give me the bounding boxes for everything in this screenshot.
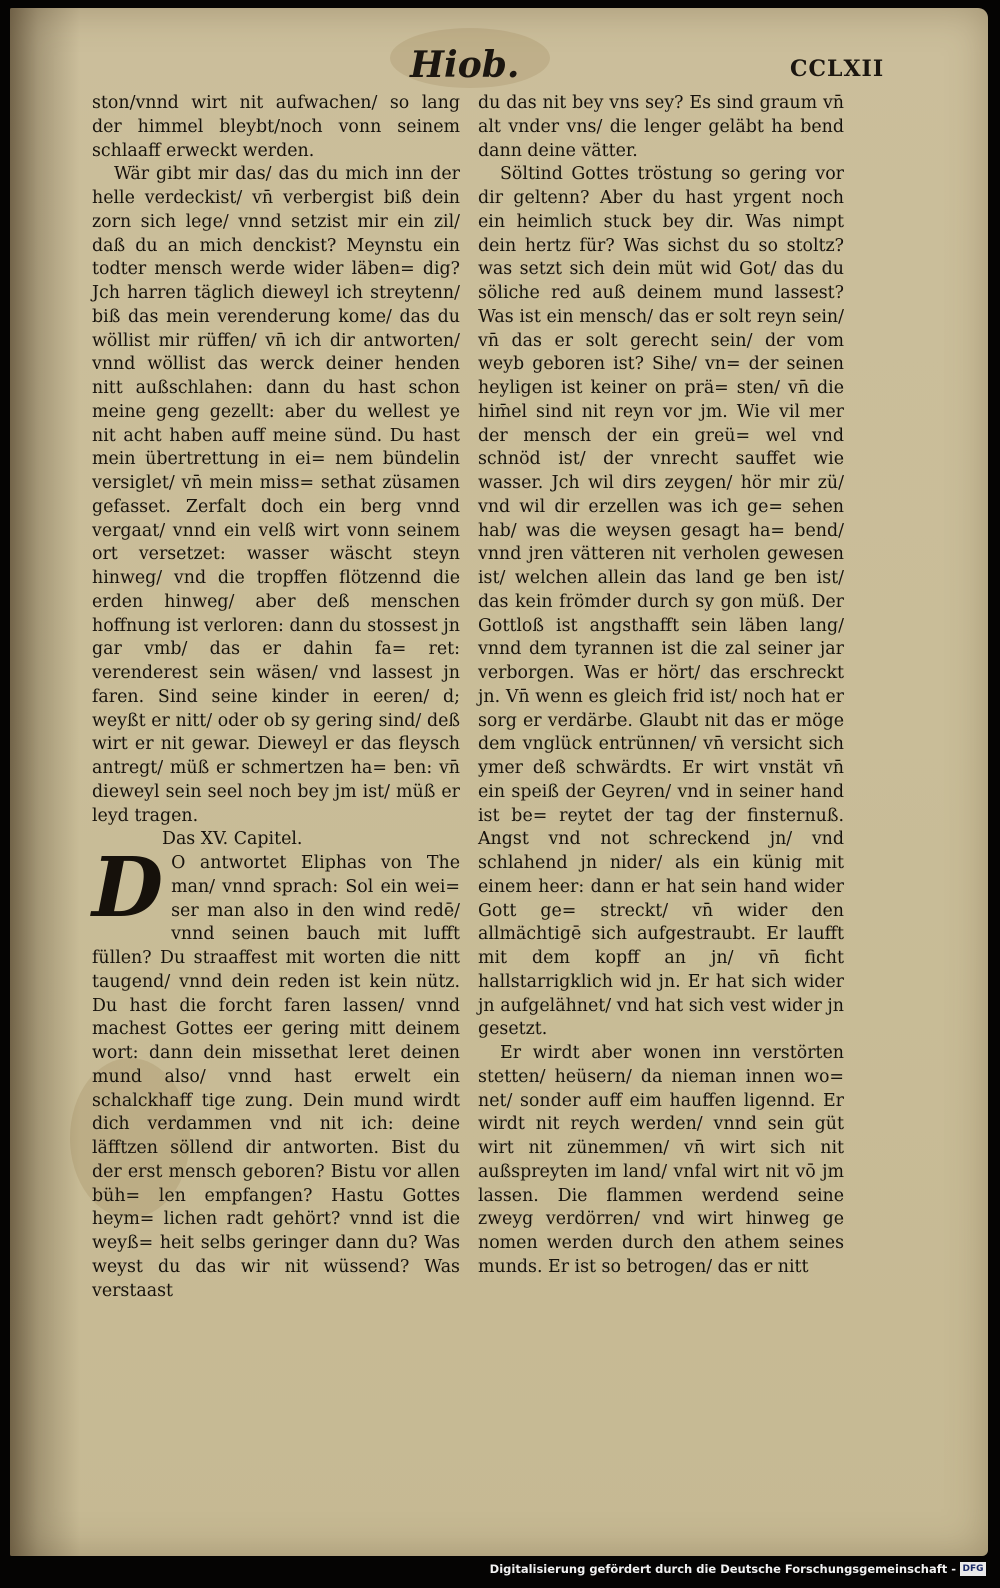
chapter-heading: Das XV. Capitel. bbox=[162, 829, 303, 850]
folio-number: CCLXII bbox=[790, 56, 885, 82]
chapter-text: O antwortet Eliphas von The man/ vnnd sprach: Sol ein wei= ser man also in den wind redē/ vnnd seinen bauch mit lufft füllen? Du straaffest mit worten die nitt taugend/ vnnd dein reden ist kein nütz. Du hast die forcht faren lassen/ vnnd machest Gottes eer gering mitt deinem wort: dann dein missethat leret deinen mund also/ vnnd hast erwelt ein schalckhaff tige zung. Dein mund wirdt dich verdammen vnd nit ich: deine läfftzen söllend dir antworten. Bist du der erst mensch geboren? Bistu vor allen büh= len empfangen? Hastu Gottes heym= lichen radt gehört? vnnd ist die weyß= heit selbs geringer dann du? Was weyst du das wir nit wüssend? Was verstaast bbox=[92, 853, 460, 1301]
digitization-credit: Digitalisierung gefördert durch die Deutsche Forschungsgemeinschaft - bbox=[489, 1562, 956, 1576]
gutter-shadow bbox=[10, 8, 80, 1556]
left-column bbox=[92, 92, 460, 1303]
dfg-logo: DFG bbox=[960, 1562, 986, 1576]
chapter-opening bbox=[92, 840, 460, 1303]
drop-cap-initial: D bbox=[92, 840, 164, 936]
paragraph: du das nit bey vns sey? Es sind graum vn̄ alt vnder vns/ die lenger geläbt ha bend dann deine vätter. bbox=[478, 93, 844, 161]
running-head: Hiob. bbox=[410, 44, 520, 86]
paragraph: ston/vnnd wirt nit aufwachen/ so lang der himmel bleybt/noch vonn seinem schlaaff erweckt werden. bbox=[92, 93, 460, 161]
paragraph: Söltind Gottes tröstung so gering vor dir geltenn? Aber du hast yrgent noch ein heimlich stuck bey dir. Was nimpt dein hertz für? Was sichst du so stoltz? was setzt sich dein müt wid Got/ das du söliche red auß deinem mund lassest? Was ist ein mensch/ das er solt reyn sein/ vn̄ das er solt gerecht sein/ der vom weyb geboren ist? Sihe/ vn= der seinen heyligen ist keiner on prä= sten/ vn̄ die him̄el sind nit reyn vor jm. Wie vil mer der mensch der ein greü= wel vnd schnöd ist/ der vnrecht sauffet wie wasser. Jch wil dirs zeygen/ hör mir zü/ vnd wil dir erzellen was ich ge= sehen hab/ was die weysen gesagt ha= bend/ vnnd jren vätteren nit verholen gewesen ist/ welchen allein das land ge ben ist/ das kein frömder durch sy gon müß. Der Gottloß ist angsthafft sein läben lang/ vnnd dem tyrannen ist die zal seiner jar verborgen. Was er hört/ das erschreckt jn. Vn̄ wenn es gleich frid ist/ noch hat er sorg er verdärbe. Glaubt nit das er möge dem vnglück entrünnen/ vn̄ versicht sich ymer deß schwärdts. Er wirt vnstät vn̄ ein speiß der Geyren/ vnd in seiner hand ist be= reytet der tag der finsternuß. Angst vnd not schreckend jn/ vnd schlahend jn nider/ als ein künig mit einem heer: dann er hat sein hand wider Gott ge= streckt/ vn̄ wider den allmächtigē sich aufgestraubt. Er laufft mit dem kopff an jn/ vn̄ ficht hallstarrigklich wid jn. Er hat sich wider jn aufgelähnet/ vnd hat sich vest wider jn gesetzt. bbox=[478, 164, 844, 1040]
paragraph: Wär gibt mir das/ das du mich inn der helle verdeckist/ vn̄ verbergist biß dein zorn sich lege/ vnnd setzist mir ein zil/ daß du an mich denckist? Meynstu ein todter mensch werde wider läben= dig? Jch harren täglich dieweyl ich streytenn/ biß das mein verenderung kome/ das du wöllist mir rüffen/ vn̄ ich dir antworten/ vnnd wöllist das werck deiner henden nitt außschlahen: dann du hast schon meine geng gezellt: aber du wellest ye nit acht haben auff meine sünd. Du hast mein übertrettung in ei= nem bündelin versiglet/ vn̄ mein miss= sethat züsamen gefasset. Zerfalt doch ein berg vnnd vergaat/ vnnd ein velß wirt vonn seinem ort versetzet: wasser wäscht steyn hinweg/ vnd die tropffen flötzennd die erden hinweg/ aber deß menschen hoffnung ist verloren: dann du stossest jn gar vmb/ das er dahin fa= ret: verenderest sein wäsen/ vnd lassest jn faren. Sind seine kinder in eeren/ d; weyßt er nitt/ oder ob sy gering sind/ deß wirt er nit gewar. Dieweyl er das fleysch antregt/ müß er schmertzen ha= ben: vn̄ dieweyl sein seel noch bey jm ist/ müß er leyd tragen. bbox=[92, 164, 460, 826]
right-column bbox=[478, 92, 844, 1280]
paragraph: Er wirdt aber wonen inn verstörten stetten/ heüsern/ da nieman innen wo= net/ sonder auff eim hauffen ligennd. Er wirdt nit reych werden/ vnnd sein güt wirt nit zünemmen/ vn̄ wirt sich nit außspreyten im land/ vnfal wirt nit vō jm lassen. Die flammen werdend seine zweyg verdörren/ vnd wirt hinweg ge nomen werden durch den athem seines munds. Er ist so betrogen/ das er nitt bbox=[478, 1043, 844, 1277]
